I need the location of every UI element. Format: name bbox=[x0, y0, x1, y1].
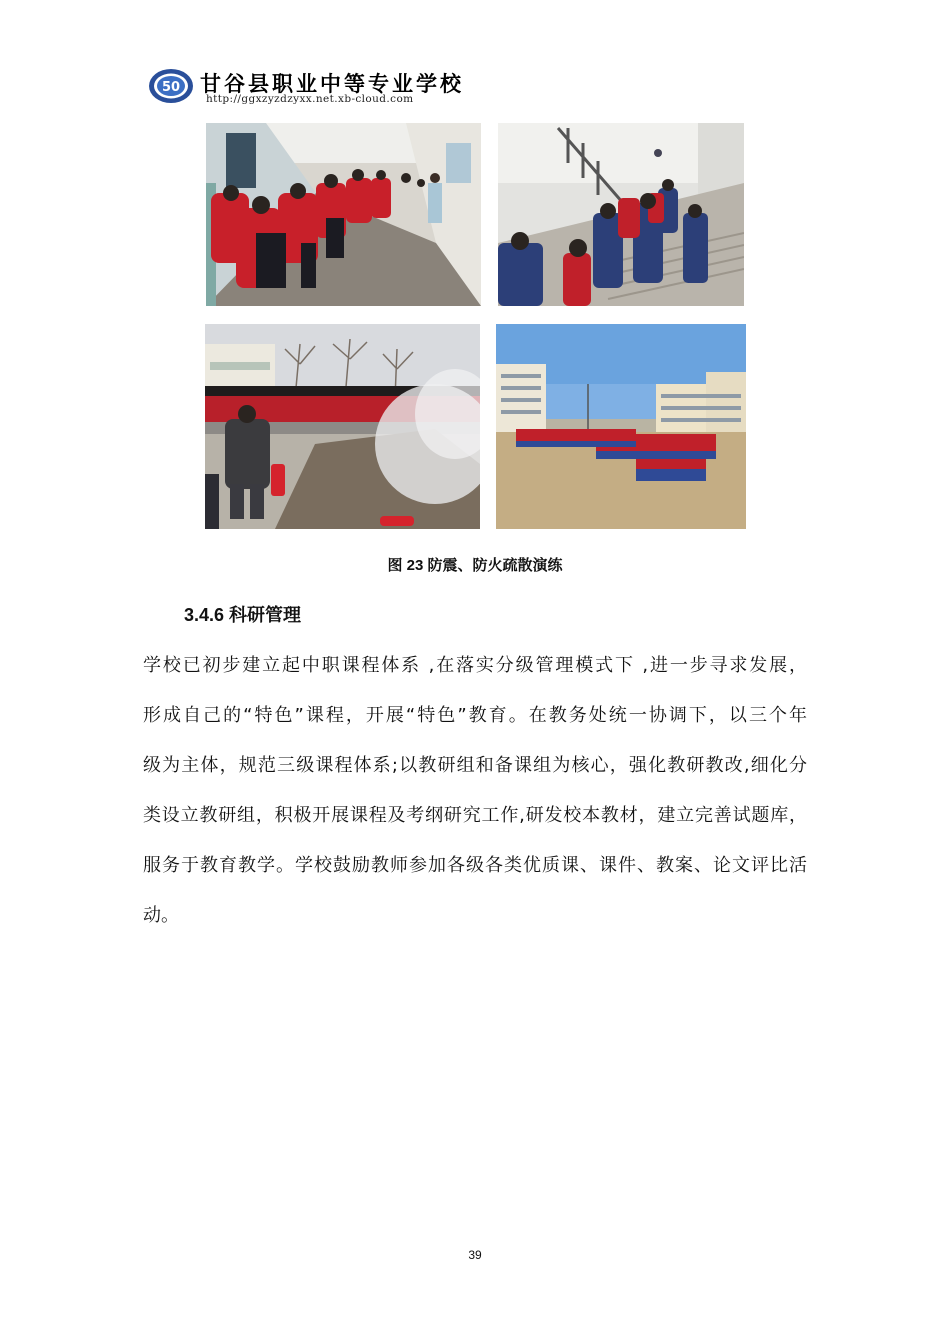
school-seal-logo bbox=[148, 68, 194, 104]
playground-assembly-photo bbox=[496, 324, 746, 529]
paragraph-line: 类设立教研组，积极开展课程及考纲研究工作,研发校本教材，建立完善试题库， bbox=[143, 805, 807, 826]
paragraph-line: 动。 bbox=[143, 905, 179, 926]
fire-extinguisher-drill-photo bbox=[205, 324, 480, 529]
figure-caption: 图 23 防震、防火疏散演练 bbox=[387, 557, 563, 574]
page-number: 39 bbox=[468, 1248, 482, 1262]
paragraph-line: 级为主体，规范三级课程体系;以教研组和备课组为核心，强化教研教改,细化分 bbox=[143, 755, 807, 776]
document-header bbox=[146, 66, 486, 106]
school-name: 甘谷县职业中等专业学校 bbox=[200, 71, 464, 96]
section-heading: 3.4.6 科研管理 bbox=[184, 605, 302, 625]
corridor-evacuation-photo bbox=[206, 123, 481, 306]
school-url: http://ggxzyzdzyxx.net.xb-cloud.com bbox=[206, 93, 414, 105]
stairway-evacuation-photo bbox=[498, 123, 744, 306]
paragraph-line: 形成自己的“特色”课程，开展“特色”教育。在教务处统一协调下，以三个年 bbox=[143, 705, 807, 726]
paragraph-line: 服务于教育教学。学校鼓励教师参加各级各类优质课、课件、教案、论文评比活 bbox=[143, 855, 807, 876]
svg-text:50: 50 bbox=[161, 80, 181, 95]
paragraph-line: 学校已初步建立起中职课程体系 ,在落实分级管理模式下 ,进一步寻求发展， bbox=[143, 655, 807, 676]
